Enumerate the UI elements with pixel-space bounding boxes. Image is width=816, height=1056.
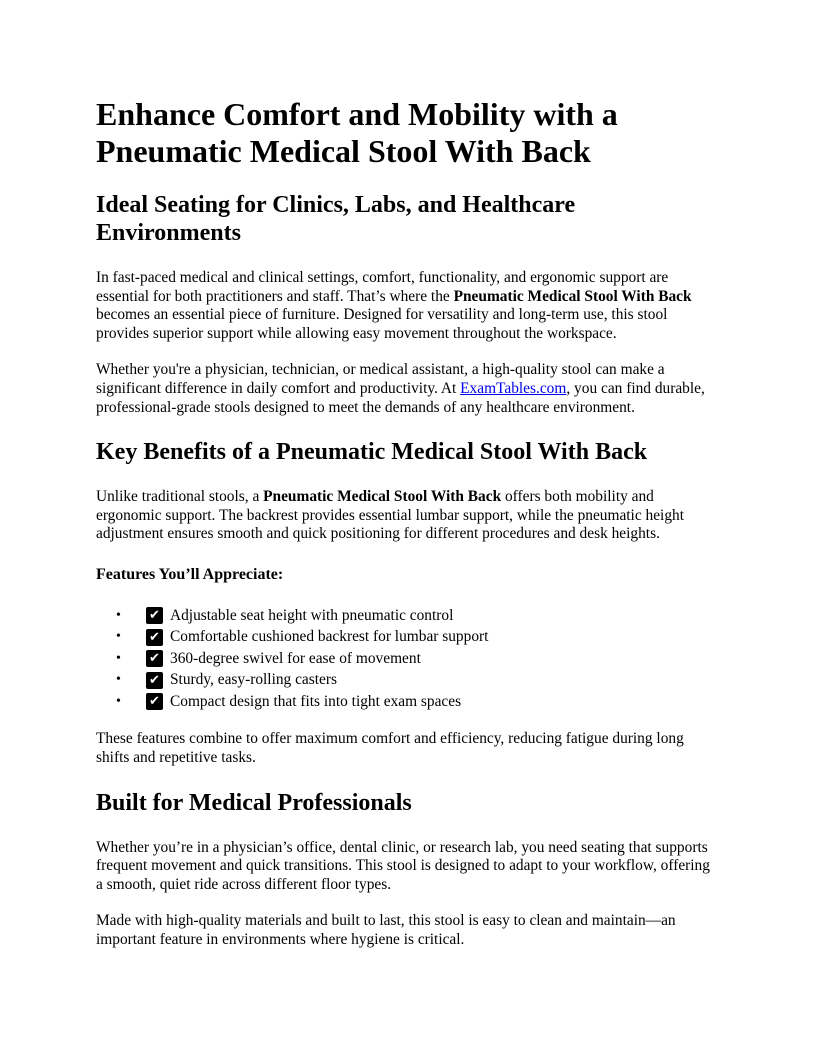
benefits-paragraph [96, 488, 720, 544]
examtables-text-end: , you can find durable, professional-grade stools designed to meet the demands of any healthcare environment. [96, 379, 705, 416]
bullet-icon: • [116, 629, 121, 645]
materials-paragraph: Made with high-quality materials and built to last, this stool is easy to clean and maintain—an important feature in environments where hygiene is critical. [96, 912, 676, 948]
check-mark-icon: ✔ [146, 672, 163, 689]
check-mark-icon: ✔ [146, 693, 163, 710]
feature-label: 360-degree swivel for ease of movement [170, 649, 421, 667]
feature-label: Compact design that fits into tight exam spaces [170, 692, 462, 710]
list-item [96, 626, 720, 648]
feature-label: Comfortable cushioned backrest for lumbar support [170, 628, 489, 646]
list-item [96, 605, 720, 627]
intro-text-start: In fast-paced medical and clinical settings, comfort, functionality, and ergonomic support are essential for both practitioners and staff. That’s where the [96, 269, 669, 305]
professionals-paragraph: Whether you’re in a physician’s office, dental clinic, or research lab, you need seating that supports frequent movement and quick transitions. This stool is designed to adapt to your workflow, offering a smooth, quiet ride across different floor types. [96, 838, 710, 893]
features-summary-paragraph: These features combine to offer maximum comfort and efficiency, reducing fatigue during long shifts and repetitive tasks. [96, 730, 684, 767]
bullet-icon: • [116, 650, 121, 666]
section-heading-ideal-seating: Ideal Seating for Clinics, Labs, and Healthcare Environments [96, 192, 576, 246]
benefits-text-start: Unlike traditional stools, a [96, 488, 264, 506]
benefits-text-end: offers both mobility and ergonomic support. The backrest provides essential lumbar support, while the pneumatic height adjustment ensures smooth and quick positioning for different procedures and desk heights. [96, 488, 684, 543]
examtables-link[interactable]: ExamTables.com [460, 379, 567, 397]
page-title: Enhance Comfort and Mobility with a Pneumatic Medical Stool With Back [96, 96, 618, 169]
bullet-icon: • [116, 607, 121, 623]
feature-label: Sturdy, easy-rolling casters [170, 671, 337, 689]
section-heading-key-benefits: Key Benefits of a Pneumatic Medical Stool With Back [96, 439, 648, 466]
list-item [96, 691, 720, 713]
features-list [96, 605, 720, 713]
intro-text-end: becomes an essential piece of furniture. Designed for versatility and long-term use, this stool provides superior support while allowing easy movement throughout the workspace. [96, 306, 668, 342]
check-mark-icon: ✔ [146, 629, 163, 646]
check-mark-icon: ✔ [146, 650, 163, 667]
product-name-bold-2: Pneumatic Medical Stool With Back [263, 488, 502, 506]
check-mark-icon: ✔ [146, 607, 163, 624]
product-name-bold: Pneumatic Medical Stool With Back [453, 287, 692, 305]
list-item [96, 669, 720, 691]
intro-paragraph [96, 269, 720, 343]
examtables-text-start: Whether you're a physician, technician, or medical assistant, a high-quality stool can make a significant difference in daily comfort and productivity. At [96, 361, 665, 397]
feature-label: Adjustable seat height with pneumatic control [170, 606, 454, 624]
features-subheading: Features You’ll Appreciate: [96, 565, 284, 583]
section-heading-built-for-professionals: Built for Medical Professionals [96, 789, 412, 816]
list-item [96, 648, 720, 670]
examtables-paragraph [96, 361, 720, 417]
bullet-icon: • [116, 672, 121, 688]
bullet-icon: • [116, 693, 121, 709]
